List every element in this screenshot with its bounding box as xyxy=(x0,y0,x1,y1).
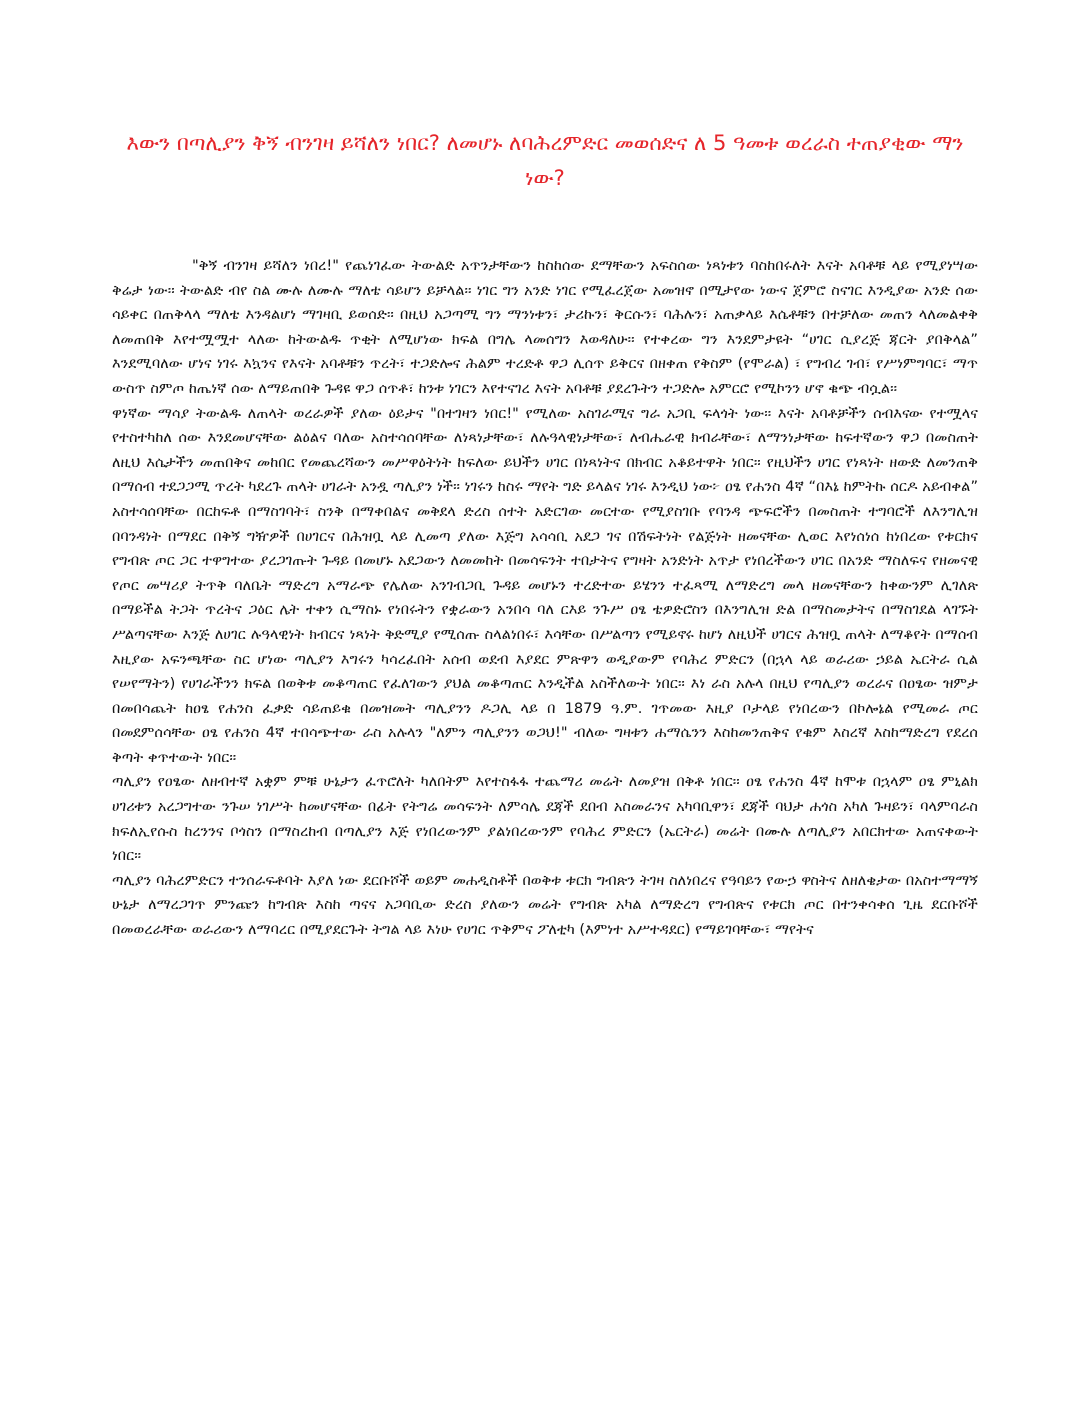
document-title: እውን በጣሊያን ቅኝ ብንገዛ ይሻለን ነበር? ለመሆኑ ለባሕረምድር መወሰድና ለ 5 ዓመቱ ወረራስ ተጠያቂው ማን ነው? xyxy=(126,131,964,190)
document-body xyxy=(112,254,978,943)
paragraph-4: ጣሊያን ባሕረምድርን ተንሰራፍቶባት እያለ ነው ደርቡሾች ወይም መሐዲስቶች በወቅቱ ቱርክ ግብጽን ትገዛ ስለነበረና የዓባይን የውኃ ዋስትና ለዘለቄታው በአስተማማኝ ሁኔታ ለማረጋገጥ ምንጩን ከግብጽ እስከ ጣናና አጋባቢው ድረስ ያለውን መሬት የግብጽ አካል ለማድረግ የግብጽና የቱርክ ጦር በተንቀሳቀሰ ጊዜ ደርቡሾች በመወረራቸው ወራሪውን ለማባረር በሚያደርጉት ትግል ላይ እነሁ የሀገር ጥቅምና ፖለቲካ (እምነተ አሥተዳደር) የማይገባቸው፣ ማየትና xyxy=(112,871,978,939)
paragraph-1: "ቅኝ ብንገዛ ይሻለን ነበረ!" የጨነገፈው ትውልድ አጥንታቸውን ከስከሰው ደማቸውን አፍስሰው ነጻነቱን ባስከበሩለት እናት አባቶቹ ላይ የሚያነሣው ቅሬታ ነው፡፡ ትውልድ ብየ ስል ሙሉ ለሙሉ ማለቴ ሳይሆን ይቻላል፡፡ ነገር ግን አንድ ነገር የሚፈረጀው አመዝኖ በሚታየው ነውና ጀምሮ ስናገር እንዲያው አንድ ሰው ሳይቀር በጠቅላላ ማለቴ እንዳልሆነ ማገዛቢ ይወሰድ፡፡ በዚህ አጋጣሚ ግን ማንነቱን፣ ታሪኩን፣ ቅርሱን፣ ባሕሉን፣ አጠቃላይ እሴቶቹን በተቻለው መጠን ላለመልቀቅ ለመጠበቅ እየተሟሟተ ላለው ከትውልዱ ጥቂት ለሚሆነው ክፍል በግሌ ላመሰግን እወዳለሁ፡፡ የተቀረው ግን እንደምታዩት “ሀገር ሲያረጅ ጃርት ያበቅላል” እንደሚባለው ሆነና ነገሩ እኳንና የእናት አባቶቹን ጥረት፣ ተጋድሎና ሕልም ተረድቶ ዋጋ ሊሰጥ ይቅርና በዘቀጠ የቅስም (የሞራል) ፣ የግብረ ገብ፣ የሥነምግባር፣ ማጥ ውስጥ ስምጦ ከጤነኛ ሰው ለማይጠበቅ ጉዳዩ ዋጋ ሰጥቶ፣ ከንቱ ነገርን እየተናገረ እናት አባቶቹ ያደረጉትን ተጋድሎ አምርሮ የሚኮንን ሆኖ ቁጭ ብሷል፡፡ xyxy=(112,257,978,397)
paragraph-3: ጣሊያን የዐፄው ለዘብተኛ አቋም ምቹ ሁኔታን ፈጥሮለት ካለበትም እየተስፋፋ ተጨማሪ መሬት ለመያዝ በቅቶ ነበር፡፡ ዐፄ የሐንስ 4ኛ ከሞቱ በኋላም ዐፄ ምኒልክ ሀገሪቱን አረጋግተው ንጉሠ ነገሥት ከመሆናቸው በፊት የትግሬ መሳፍንት ለምሳሌ ደጃች ደበብ አስመራንና አካባቢዋን፣ ደጃች ባህታ ሐጎስ አካለ ጉዛይን፣ ባላምባራስ ክፍለኢየሱስ ከረንንና ቦጎስን በማስረከብ በጣሊያን እጅ የነበረውንም ያልነበረውንም የባሕረ ምድርን (ኤርትራ) መሬት በሙሉ ለጣሊያን አበርክተው አጠናቀውት ነበር፡፡ xyxy=(112,773,978,865)
paragraph-2: ዋነኛው ማሳያ ትውልዱ ለጠላት ወረራዎች ያለው ዕይታና "በተገዛን ነበር!" የሚለው አስገራሚና ግራ አጋቢ ፍላጎት ነው፡፡ እናት አባቶቻችን ሰብእናው የተሟላና የተስተካከለ ሰው እንደመሆናቸው ልዕልና ባለው አስተሳሰባቸው ለነጻነታቸው፣ ለሉዓላዊነታቸው፣ ለብሔራዊ ክብራቸው፣ ለማንነታቸው ከፍተኛውን ዋጋ በመስጠት ለዚህ እሴታችን መጠበቅና መከበር የመጨረሻውን መሥዋዕትነት ከፍለው ይህችን ሀገር በነጻነትና በክብር አቆይተዋት ነበር፡፡ የዚህችን ሀገር የነጻነት ዘውድ ለመንጠቅ በማሰብ ተደጋጋሚ ጥረት ካደረጉ ጠላት ሀገራት አንዷ ጣሊያን ነች፡፡ ነገሩን ከስሩ ማየት ግድ ይላልና ነገሩ እንዲህ ነው፦ ዐፄ የሐንስ 4ኛ “በእኔ ከምትኩ ሰርዶ አይብቀል” አስተሳሰባቸው በርከፍቶ በማስገባት፣ ስንቅ በማቀበልና መቅደላ ድረስ ሰተት አድርገው መርተው የሚያስገቡ የባንዳ ጭፍሮችን በመስጠት ተግባሮች ለእንግሊዝ በባንዳነት በማደር በቅኝ ግዥዎች በሀገርና በሕዝቧ ላይ ሊመጣ ያለው እጅግ አሳሳቢ አደጋ ገና በሽፍትነት የልጅነት ዘመናቸው ሊወር እየነሰነሰ ከነበረው የቱርክና የግብጽ ጦር ጋር ተዋግተው ያረጋገጡት ጉዳይ በመሆኑ አደጋውን ለመመከት በመሳፍንት ተበታትና የግዛት አንድነት አጥታ የነበረችውን ሀገር በአንድ ማስለፍና የዘመናዊ የጦር መሣሪያ ትጥቅ ባለቤት ማድረግ አማራጭ የሌለው አንገብጋቢ ጉዳይ መሆኑን ተረድተው ይሄንን ተፈጻሚ ለማድረግ መላ ዘመናቸውን ከቀውንም ሊገለጽ በማይችል ትጋት ጥረትና ጋዕር ሌት ተቀን ሲማስኑ የነበሩትን የቋራውን አንበሳ ባለ ርእይ ንጉሥ ዐፄ ቴዎድሮስን በእንግሊዝ ድል በማስመታትና በማስገደል ላገኙት ሥልጣናቸው እንጅ ለሀገር ሉዓላዊነት ክብርና ነጻነት ቅድሚያ የሚሰጡ ስላልነበሩ፣ እሳቸው በሥልጣን የሚይኖሩ ከሆነ ለዚህች ሀገርና ሕዝቧ ጠላት ለማቆየት በማሰብ እዚያው አፍንጫቸው ስር ሆነው ጣሊያን እግሩን ካሳረፈበት አሰብ ወደብ እያደር ምጽዋን ወዲያውም የባሕረ ምድርን (በኋላ ላይ ወራሪው ኃይል ኤርትራ ሲል የሠየማትን) የሀገራችንን ክፍል በወቅቱ መቆጣጠር የፈለገውን ያህል መቆጣጠር እንዲችል አስችለውት ነበር፡፡ እነ ራስ አሉላ በዚህ የጣሊያን ወረራና በዐፄው ዝምታ በመበሳጨት ከዐፄ የሐንስ ፈቃድ ሳይጠይቁ በመዝመት ጣሊያንን ዶጋሊ ላይ በ 1879 ዓ.ም. ገጥመው እዚያ ቦታላይ የነበረውን በኮሎኔል የሚመራ ጦር በመደምሰሳቸው ዐፄ የሐንስ 4ኛ ተበሳጭተው ራስ አሉላን "ለምን ጣሊያንን ወጋህ!" ብለው ግዛቱን ሐማሴንን እስከመንጠቅና የቁም እስረኛ እስከማድረግ የደረሰ ቅጣት ቀጥተውት ነበር፡፡ xyxy=(112,404,979,766)
